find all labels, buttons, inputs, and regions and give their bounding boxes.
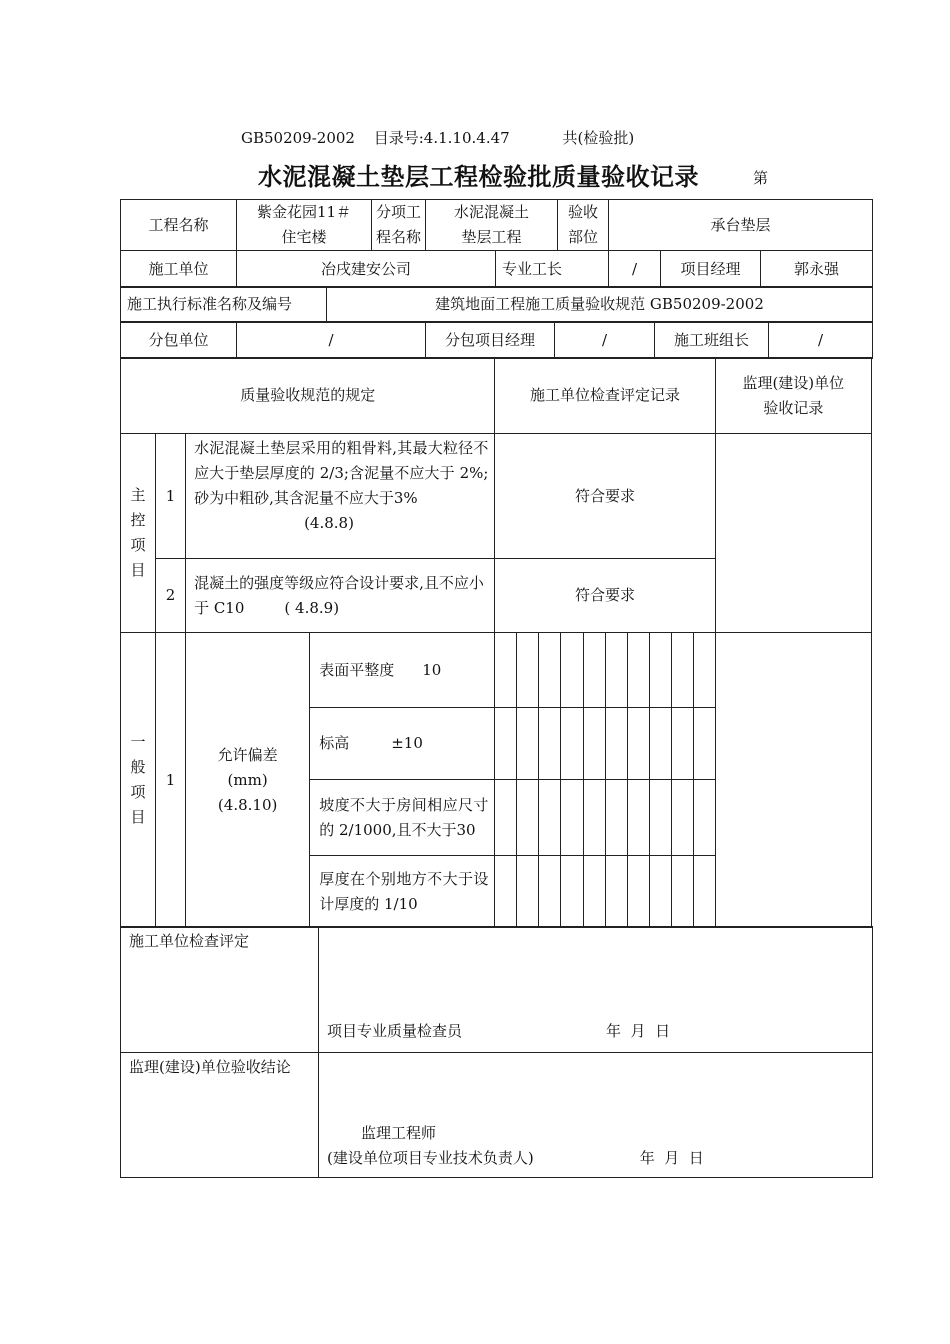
check-cell — [539, 633, 561, 708]
check-cell — [693, 633, 715, 708]
check-cell — [583, 633, 605, 708]
check-cell — [649, 633, 671, 708]
pm-label: 项目经理 — [661, 251, 761, 288]
sub-item-slope: 坡度不大于房间相应尺寸的 2/1000,且不大于30 — [310, 780, 495, 856]
check-cell — [693, 780, 715, 856]
check-cell — [517, 633, 539, 708]
check-cell — [605, 856, 627, 928]
info-table — [120, 199, 873, 288]
main-item-text: 水泥混凝土垫层采用的粗骨料,其最大粒径不应大于垫层厚度的 2/3;含泥量不应大于 2%;砂为中粗砂,其含泥量不应大于3% (4.8.8) — [186, 434, 495, 559]
check-cell — [671, 633, 693, 708]
main-item-no: 1 — [156, 434, 186, 559]
main-items-group: 主 控 项 目 — [121, 434, 156, 633]
inspector-label: 项目专业质量检查员 — [327, 1022, 463, 1040]
check-cell — [693, 856, 715, 928]
col-header-check: 施工单位检查评定记录 — [495, 358, 715, 434]
check-cell — [649, 780, 671, 856]
check-cell — [627, 780, 649, 856]
standard-label: 施工执行标准名称及编号 — [121, 287, 327, 323]
project-name-value: 紫金花园11＃ 住宅楼 — [237, 200, 372, 251]
check-cell — [561, 780, 583, 856]
check-cell — [539, 780, 561, 856]
main-supervisor-record — [715, 434, 871, 633]
general-item-name: 允许偏差 (mm) (4.8.10) — [186, 633, 310, 928]
sub-item-flatness: 表面平整度 10 — [310, 633, 495, 708]
general-item-no: 1 — [156, 633, 186, 928]
foreman-value: / — [609, 251, 661, 288]
check-cell — [539, 708, 561, 780]
check-cell — [583, 780, 605, 856]
team-leader-label: 施工班组长 — [655, 322, 769, 359]
main-item-ref: ( 4.8.9) — [284, 598, 340, 617]
team-leader-value: / — [769, 322, 873, 359]
check-cell — [649, 856, 671, 928]
subcontract-table — [120, 321, 873, 359]
main-item-ref: (4.8.8) — [304, 514, 354, 532]
standard-table — [120, 286, 873, 323]
sub-pm-label: 分包项目经理 — [426, 322, 555, 359]
general-supervisor-record — [715, 633, 871, 928]
date-2: 年 月 日 — [639, 1149, 704, 1167]
check-cell — [561, 708, 583, 780]
check-cell — [539, 856, 561, 928]
check-cell — [671, 780, 693, 856]
inspection-table — [120, 357, 872, 928]
pm-value: 郭永强 — [761, 251, 873, 288]
main-item-text: 混凝土的强度等级应符合设计要求,且不应小于 C10 ( 4.8.9) — [186, 559, 495, 633]
standard-value: 建筑地面工程施工质量验收规范 GB50209-2002 — [327, 287, 873, 323]
standard-code: GB50209-2002 — [241, 129, 355, 147]
sub-project-label: 分项工 程名称 — [372, 200, 426, 251]
check-cell — [561, 856, 583, 928]
check-cell — [583, 856, 605, 928]
engineer-label: 监理工程师 — [361, 1124, 437, 1142]
check-cell — [561, 633, 583, 708]
check-cell — [517, 856, 539, 928]
doc-header — [241, 127, 648, 148]
supervisor-conclusion-label: 监理(建设)单位验收结论 — [121, 1053, 319, 1178]
check-cell — [671, 856, 693, 928]
col-header-spec: 质量验收规范的规定 — [121, 358, 495, 434]
main-item-result: 符合要求 — [495, 434, 715, 559]
main-item-no: 2 — [156, 559, 186, 633]
check-cell — [495, 633, 517, 708]
page-number-label: 第 — [753, 169, 769, 187]
sub-pm-value: / — [555, 322, 655, 359]
batch-total: 共(检验批) — [562, 129, 635, 147]
col-header-supervisor: 监理(建设)单位 验收记录 — [715, 358, 871, 434]
check-cell — [583, 708, 605, 780]
catalog-number: 目录号:4.1.10.4.47 — [373, 129, 510, 147]
date-1: 年 月 日 — [606, 1022, 671, 1040]
part-value: 承台垫层 — [609, 200, 873, 251]
check-cell — [605, 780, 627, 856]
check-cell — [605, 633, 627, 708]
contractor-eval-label: 施工单位检查评定 — [121, 927, 319, 1053]
sub-item-elevation: 标高 ±10 — [310, 708, 495, 780]
main-item-result: 符合要求 — [495, 559, 715, 633]
check-cell — [495, 856, 517, 928]
check-cell — [649, 708, 671, 780]
project-name-label: 工程名称 — [121, 200, 237, 251]
contractor-eval-area — [319, 927, 873, 1053]
check-cell — [495, 708, 517, 780]
check-cell — [693, 708, 715, 780]
sub-project-value: 水泥混凝土 垫层工程 — [426, 200, 558, 251]
part-label: 验收 部位 — [558, 200, 609, 251]
check-cell — [495, 780, 517, 856]
supervisor-conclusion-area — [319, 1053, 873, 1178]
check-cell — [605, 708, 627, 780]
check-cell — [517, 708, 539, 780]
contractor-label: 施工单位 — [121, 251, 237, 288]
check-cell — [627, 633, 649, 708]
check-cell — [517, 780, 539, 856]
check-cell — [627, 708, 649, 780]
check-cell — [671, 708, 693, 780]
subcontractor-value: / — [237, 322, 426, 359]
general-items-group: 一 般 项 目 — [121, 633, 156, 928]
subcontractor-label: 分包单位 — [121, 322, 237, 359]
sub-item-thickness: 厚度在个别地方不大于设计厚度的 1/10 — [310, 856, 495, 928]
page-title: 水泥混凝土垫层工程检验批质量验收记录 — [258, 163, 699, 191]
check-cell — [627, 856, 649, 928]
contractor-value: 冶戌建安公司 — [237, 251, 496, 288]
signoff-table — [120, 926, 873, 1178]
foreman-label: 专业工长 — [496, 251, 609, 288]
owner-rep-label: (建设单位项目专业技术负责人) — [327, 1149, 534, 1167]
